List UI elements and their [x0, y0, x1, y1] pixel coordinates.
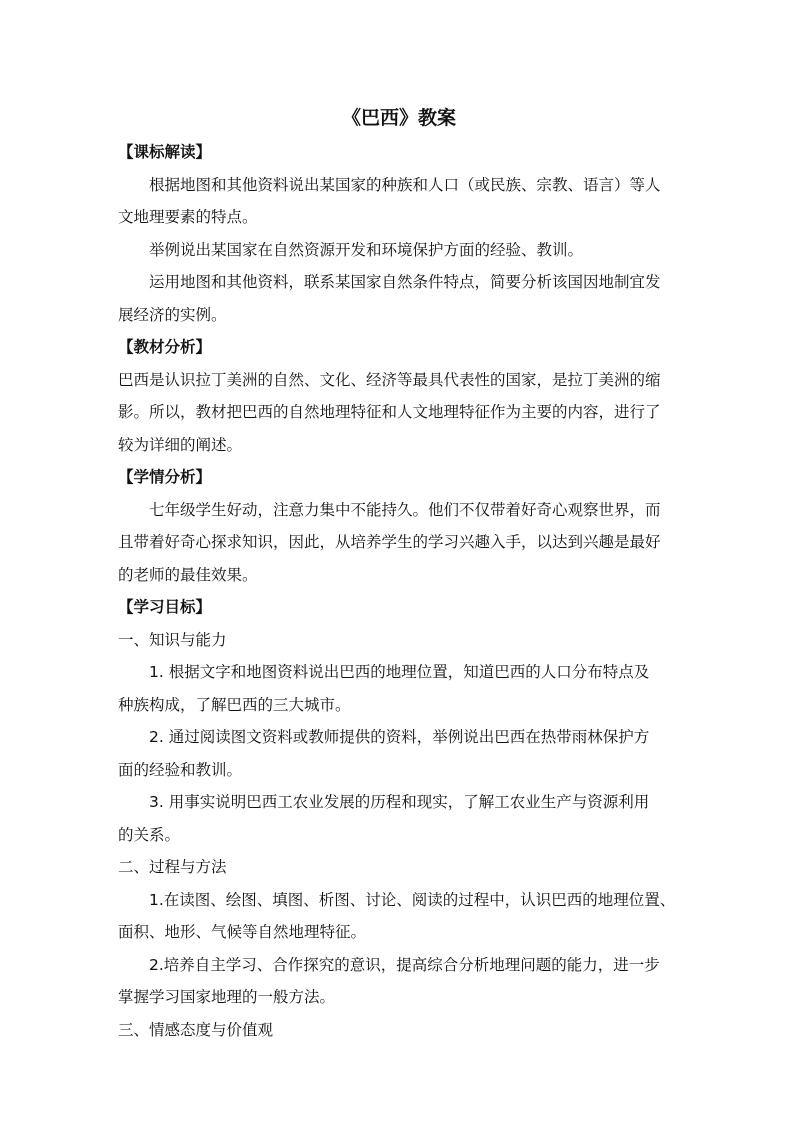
list-item-line: 的关系。	[118, 825, 181, 844]
subsection-title-knowledge: 一、知识与能力	[118, 630, 227, 649]
section-heading-goals: 【学习目标】	[118, 598, 212, 616]
paragraph-line: 巴西是认识拉丁美洲的自然、文化、经济等最具代表性的国家，是拉丁美洲的缩	[118, 370, 661, 389]
list-item-line: 掌握学习国家地理的一般方法。	[118, 988, 336, 1006]
list-item-line: 1. 根据文字和地图资料说出巴西的地理位置，知道巴西的人口分布特点及	[149, 663, 650, 681]
list-item-line: 种族构成，了解巴西的三大城市。	[118, 695, 351, 714]
list-item-line: 2. 通过阅读图文资料或教师提供的资料，举例说出巴西在热带雨林保护方	[149, 728, 650, 746]
list-item-line: 面的经验和教训。	[118, 760, 243, 779]
paragraph-line: 且带着好奇心探求知识，因此，从培养学生的学习兴趣入手，以达到兴趣是最好	[118, 533, 661, 551]
paragraph-line: 根据地图和其他资料说出某国家的种族和人口（或民族、宗教、语言）等人	[149, 175, 661, 194]
list-item-line: 面积、地形、气候等自然地理特征。	[118, 923, 367, 941]
section-heading-curriculum: 【课标解读】	[118, 143, 212, 161]
paragraph-line: 展经济的实例。	[118, 305, 227, 324]
subsection-title-attitude: 三、情感态度与价值观	[118, 1020, 274, 1039]
section-heading-students: 【学情分析】	[118, 468, 212, 486]
paragraph-line: 文地理要素的特点。	[118, 208, 258, 226]
list-item-line: 3. 用事实说明巴西工农业发展的历程和现实，了解工农业生产与资源利用	[149, 793, 650, 811]
section-heading-textbook: 【教材分析】	[118, 338, 212, 356]
list-item-line: 1.在读图、绘图、填图、析图、讨论、阅读的过程中，认识巴西的地理位置、	[149, 890, 676, 909]
paragraph-line: 七年级学生好动，注意力集中不能持久。他们不仅带着好奇心观察世界，而	[149, 500, 661, 519]
paragraph-line: 较为详细的阐述。	[118, 435, 243, 454]
document-page	[118, 100, 680, 1046]
paragraph-line: 举例说出某国家在自然资源开发和环境保护方面的经验、教训。	[149, 240, 584, 259]
paragraph-line: 的老师的最佳效果。	[118, 565, 258, 584]
document-title: 《巴西》教案	[341, 107, 456, 129]
paragraph-line: 运用地图和其他资料，联系某国家自然条件特点，简要分析该国因地制宜发	[149, 273, 661, 291]
paragraph-line: 影。所以，教材把巴西的自然地理特征和人文地理特征作为主要的内容，进行了	[118, 403, 661, 421]
subsection-title-process: 二、过程与方法	[118, 858, 227, 876]
list-item-line: 2.培养自主学习、合作探究的意识，提高综合分析地理问题的能力，进一步	[149, 955, 660, 974]
